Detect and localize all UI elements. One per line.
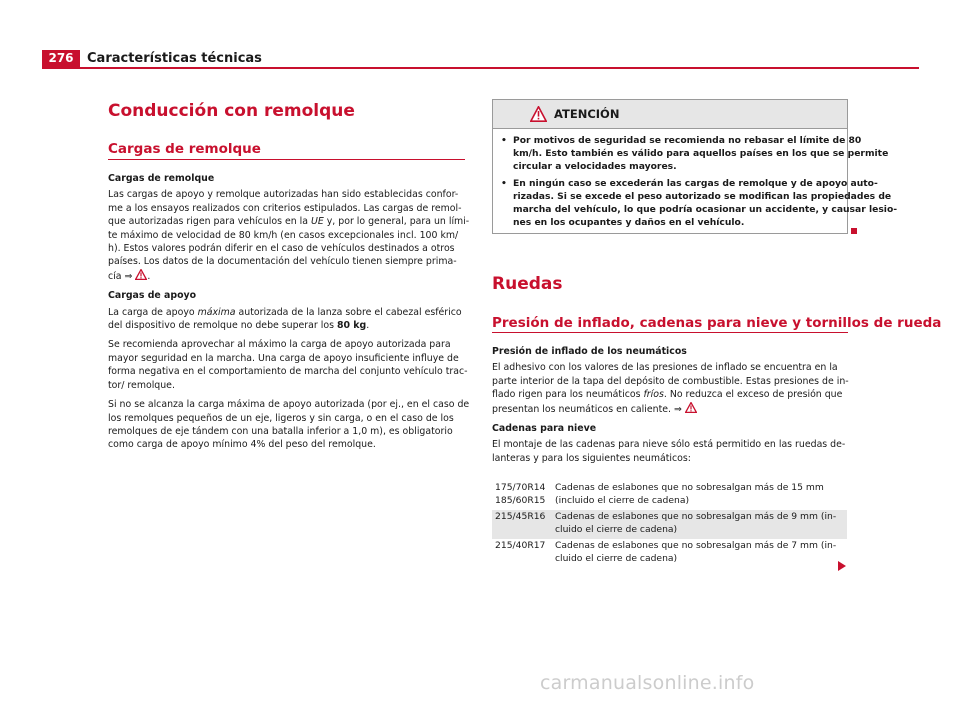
tire-size-cell: 175/70R14 185/60R15 bbox=[495, 482, 546, 506]
bullet: • bbox=[501, 135, 507, 146]
warning-item: • Por motivos de seguridad se recomienda no rebasar el límite de 80 km/h. Esto también es válido para aquellos países en los que se permite circular a velocidades mayores. bbox=[501, 135, 889, 173]
paragraph-tongue-load: La carga de apoyo máxima autorizada de la lanza sobre el cabezal esférico del dispositivo de remolque no debe superar los 80 kg. bbox=[108, 306, 462, 332]
chain-description-cell: Cadenas de eslabones que no sobresalgan más de 15 mm (incluido el cierre de cadena) bbox=[555, 482, 824, 506]
paragraph-trailer-loads: Las cargas de apoyo y remolque autorizadas han sido establecidas confor- me a los ensayos realizados con criterios estipulados. Las cargas de remol- que autorizadas rigen para vehículos en la UE y, por lo general, para un lími- te máximo de velocidad de 80 km/h (en casos excepcionales incl. 100 km/ h). Estos valores podrán diferir en el caso de vehículos destinados a otros países. Los datos de la documentación del vehículo tienen siempre prima- cía ⇒ . bbox=[108, 189, 470, 282]
warning-body bbox=[493, 129, 898, 229]
header-rule bbox=[42, 67, 919, 69]
bullet: • bbox=[501, 177, 507, 189]
table-row bbox=[492, 539, 847, 568]
section-rule bbox=[492, 332, 848, 333]
continue-arrow-icon bbox=[838, 561, 846, 571]
warning-triangle-icon[interactable] bbox=[135, 269, 147, 280]
paragraph-minimum-tongue-load: Si no se alcanza la carga máxima de apoyo autorizada (por ej., en el caso de los remolques pequeños de un eje, ligeros y sin carga, o en el caso de los remolques de eje tándem con una batalla inferior a 1,0 m), es obligatorio como carga de apoyo mínimo 4% del peso del remolque. bbox=[108, 399, 470, 451]
warning-triangle-icon[interactable] bbox=[685, 402, 697, 413]
watermark: carmanualsonline.info bbox=[540, 672, 755, 694]
tire-size-cell: 215/40R17 bbox=[495, 540, 546, 552]
end-of-section-marker bbox=[851, 228, 857, 234]
subheading-tongue-load: Cargas de apoyo bbox=[108, 290, 197, 302]
subheading-trailer-loads: Cargas de remolque bbox=[108, 173, 215, 184]
warning-triangle-icon bbox=[530, 106, 547, 122]
warning-item: • En ningún caso se excederán las cargas de remolque y de apoyo auto- rizadas. Si se excede el peso autorizado se modifican las propiedades de marcha del vehículo, lo que podría ocasionar un accidente, y causar lesio- nes en los ocupantes y daños en el vehículo. bbox=[501, 177, 898, 229]
snow-chain-tire-table bbox=[492, 481, 847, 569]
running-title: Características técnicas bbox=[87, 51, 262, 66]
warning-label: ATENCIÓN bbox=[554, 107, 620, 121]
paragraph-tongue-load-recommendation: Se recomienda aprovechar al máximo la carga de apoyo autorizada para mayor seguridad en la marcha. Una carga de apoyo insuficiente influye de forma negativa en el comportamiento de marcha del conjunto vehículo trac- tor/ remolque. bbox=[108, 339, 468, 391]
tire-size-cell: 215/45R16 bbox=[492, 510, 552, 539]
page-number: 276 bbox=[42, 50, 80, 67]
paragraph-snow-chains: El montaje de las cadenas para nieve sólo está permitido en las ruedas de- lanteras y para los siguientes neumáticos: bbox=[492, 439, 846, 464]
paragraph-tire-pressure: El adhesivo con los valores de las presiones de inflado se encuentra en la parte interior de la tapa del depósito de combustible. Estas presiones de in- flado rigen para los neumáticos fríos. No reduzca el exceso de presión que presentan los neumáticos en caliente. ⇒ bbox=[492, 362, 849, 415]
section-title-tire-pressure-chains: Presión de inflado, cadenas para nieve y tornillos de rueda bbox=[492, 315, 942, 331]
warning-box-header bbox=[493, 100, 847, 129]
chapter-title-towing: Conducción con remolque bbox=[108, 101, 355, 121]
table-row bbox=[492, 510, 847, 539]
subheading-tire-pressure: Presión de inflado de los neumáticos bbox=[492, 346, 687, 357]
left-body bbox=[108, 172, 468, 458]
chain-description-cell: Cadenas de eslabones que no sobresalgan más de 9 mm (in- cluido el cierre de cadena) bbox=[552, 510, 847, 539]
right-body bbox=[492, 345, 852, 471]
chain-description-cell: Cadenas de eslabones que no sobresalgan más de 7 mm (in- cluido el cierre de cadena) bbox=[555, 540, 837, 564]
chapter-title-wheels: Ruedas bbox=[492, 274, 563, 294]
table-row bbox=[492, 481, 847, 510]
section-title-trailer-loads: Cargas de remolque bbox=[108, 141, 261, 157]
subheading-snow-chains: Cadenas para nieve bbox=[492, 423, 597, 435]
section-rule bbox=[108, 159, 465, 160]
warning-box bbox=[492, 99, 898, 234]
